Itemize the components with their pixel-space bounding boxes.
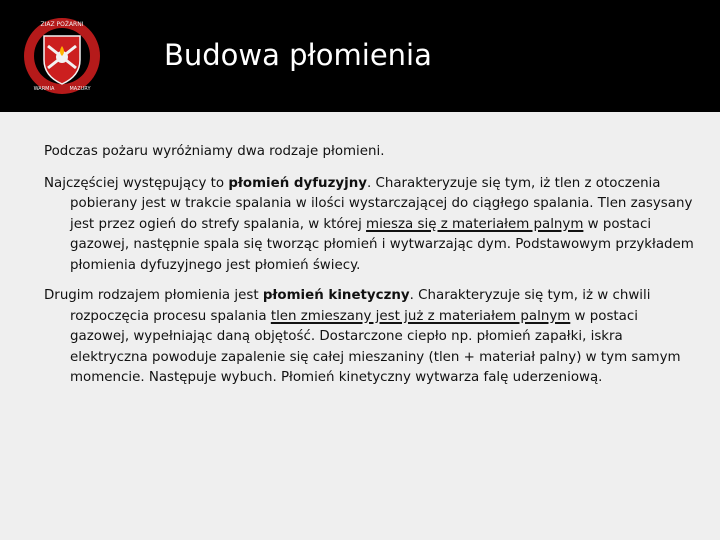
underlined-phrase: tlen zmieszany jest już z materiałem palnym [270, 308, 571, 324]
underlined-phrase: miesza się z materiałem palnym [366, 216, 584, 232]
header-bar [0, 0, 720, 112]
slide-title: Budowa płomienia [164, 38, 432, 72]
paragraph-kinetic-flame [44, 286, 694, 389]
logo-bottom-right-text: MAZURY [69, 86, 91, 92]
logo-top-text: ZIAZ POŻARNI [40, 21, 84, 28]
text-segment: . Charakteryzuje się tym, iż tlen z otoczenia pobierany jest w trakcie spalania w ilości wystarczającej do ciągłego spalania. Tlen zasysany jest przez ogień do strefy spalania, w której [70, 175, 693, 232]
bold-term-diffusion-flame: płomień dyfuzyjny [228, 175, 367, 191]
text-segment: w postaci gazowej, następnie spala się tworząc płomień i wytwarzając dym. Podstawowym przykładem płomienia dyfuzyjnego jest płomień świecy. [70, 216, 694, 273]
paragraph-diffusion-flame [44, 174, 694, 277]
content-area [44, 142, 694, 399]
logo-bottom-left-text: WARMIA [33, 86, 55, 92]
fire-brigade-emblem-icon [22, 16, 102, 96]
bold-term-kinetic-flame: płomień kinetyczny [262, 288, 410, 303]
text-segment: Drugim rodzajem płomienia jest [44, 288, 263, 303]
paragraph-intro: Podczas pożaru wyróżniamy dwa rodzaje płomieni. [44, 144, 385, 159]
text-segment: . Charakteryzuje się tym, iż w chwili rozpoczęcia procesu spalania [70, 288, 651, 324]
text-segment: w postaci gazowej, wypełniając daną objętość. Dostarczone ciepło np. płomień zapałki, iskra elektryczna powoduje zapalenie się całej mieszaniny (tlen + materiał palny) w tym samym momencie. Następuje wybuch. Płomień kinetyczny wytwarza falę uderzeniową. [70, 308, 681, 385]
text-segment: Najczęściej występujący to [44, 175, 229, 191]
